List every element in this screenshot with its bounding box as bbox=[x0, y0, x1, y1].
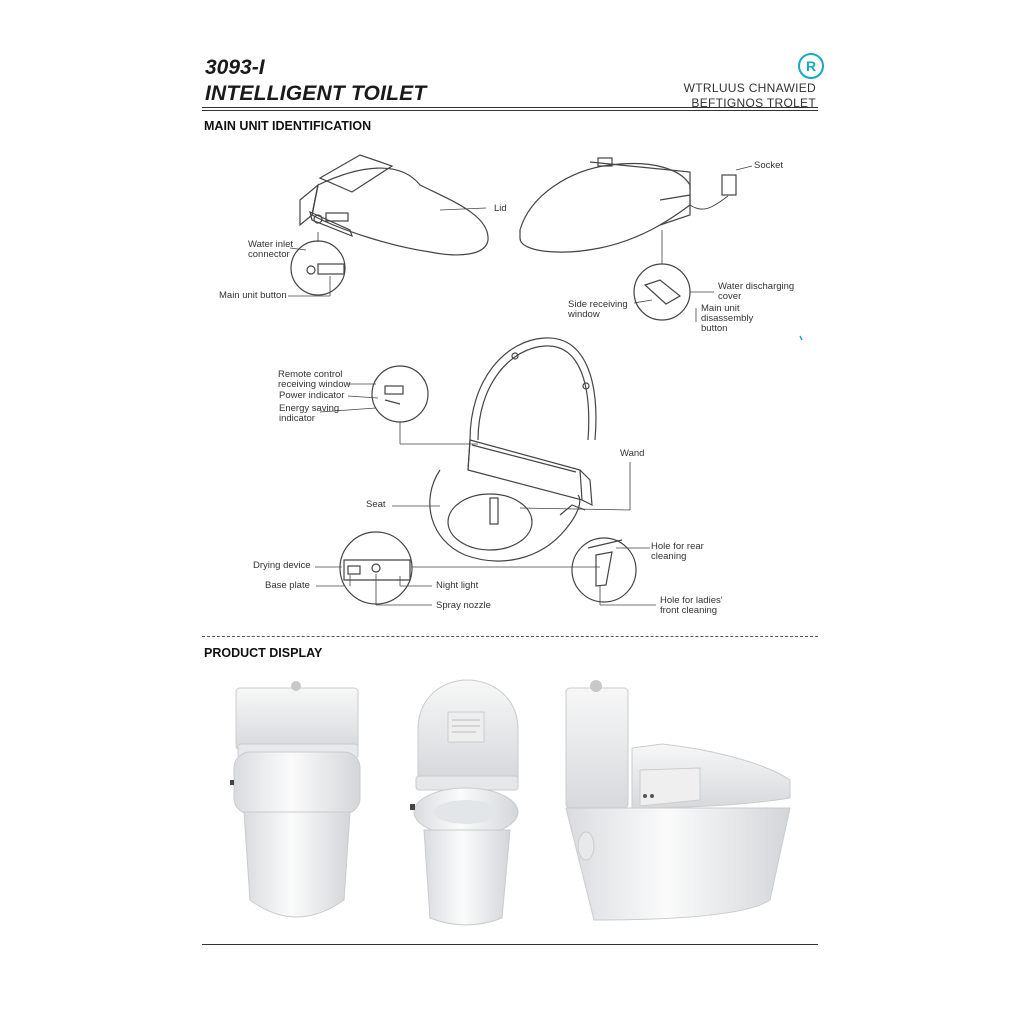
label-front-hole: Hole for ladies' front cleaning bbox=[660, 595, 723, 616]
label-spray-nozzle: Spray nozzle bbox=[436, 600, 491, 611]
photo-open-lid-view bbox=[410, 680, 518, 925]
label-main-unit-button: Main unit button bbox=[219, 290, 287, 301]
label-remote-window: Remote control receiving window bbox=[278, 369, 351, 390]
label-energy-saving: Energy saving indicator bbox=[279, 403, 340, 424]
label-disassembly: Main unit disassembly button bbox=[701, 303, 754, 334]
label-lid: Lid bbox=[494, 203, 507, 214]
label-power-indicator: Power indicator bbox=[279, 390, 345, 401]
section-display-title: PRODUCT DISPLAY bbox=[204, 646, 323, 660]
label-socket: Socket bbox=[754, 160, 784, 171]
footer-rule bbox=[202, 944, 818, 945]
label-night-light: Night light bbox=[436, 580, 479, 591]
registered-mark-icon: R bbox=[798, 53, 824, 79]
section-identification-title: MAIN UNIT IDENTIFICATION bbox=[204, 119, 372, 133]
photo-front-view bbox=[230, 681, 360, 917]
page-title: INTELLIGENT TOILET bbox=[205, 82, 427, 105]
model-number: 3093-I bbox=[205, 56, 265, 79]
photo-side-view bbox=[566, 680, 790, 920]
label-drying-device: Drying device bbox=[253, 560, 311, 571]
label-wand: Wand bbox=[620, 448, 645, 459]
brand-line-2: BEFTIGNOS TROLET bbox=[691, 96, 816, 110]
label-base-plate: Base plate bbox=[265, 580, 310, 591]
label-seat: Seat bbox=[366, 499, 386, 510]
label-water-cover: Water discharging cover bbox=[718, 281, 795, 302]
label-water-inlet: Water inlet connector bbox=[248, 239, 294, 260]
label-rear-hole: Hole for rear cleaning bbox=[651, 541, 704, 562]
label-side-window: Side receiving window bbox=[568, 299, 628, 320]
brand-line-1: WTRLUUS CHNAWIED bbox=[683, 81, 816, 95]
